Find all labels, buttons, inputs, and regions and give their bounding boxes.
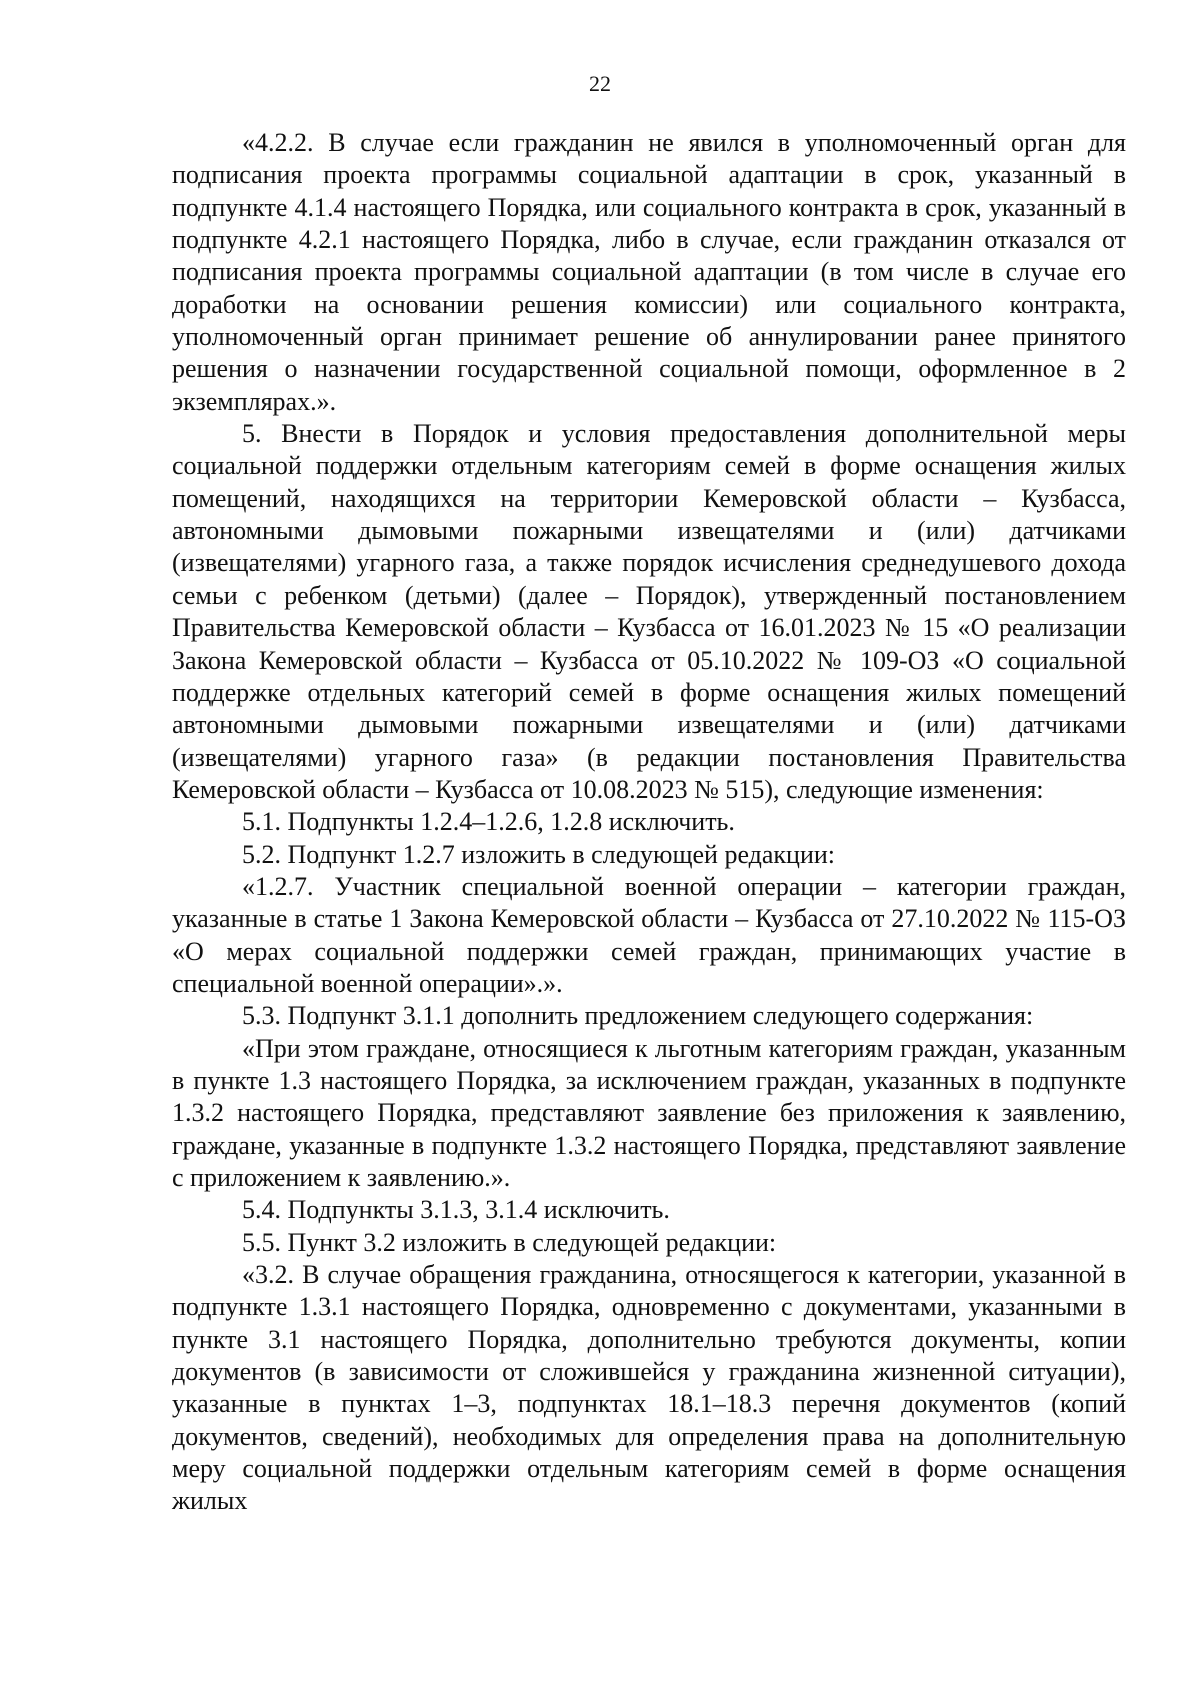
paragraph-4-2-2: «4.2.2. В случае если гражданин не явился в уполномоченный орган для подписания проекта программы социальной адаптации в срок, указанный в подпункте 4.1.4 настоящего Порядка, или социального контракта в срок, указанный в подпункте 4.2.1 настоящего Порядка, либо в случае, если гражданин отказался от подписания проекта программы социальной адаптации (в том числе в случае его доработки на основании решения комиссии) или социального контракта, уполномоченный орган принимает решение об аннулировании ранее принятого решения о назначении государственной социальной помощи, оформленное в 2 экземплярах.». <box>172 128 1126 416</box>
paragraph-3-1-1-quote: «При этом граждане, относящиеся к льготным категориям граждан, указанным в пункте 1.3 настоящего Порядка, за исключением граждан, указанных в подпункте 1.3.2 настоящего Порядка, представляют заявление без приложения к заявлению, граждане, указанные в подпункте 1.3.2 настоящего Порядка, представляют заявление с приложением к заявлению.». <box>172 1033 1126 1192</box>
paragraph-5-4: 5.4. Подпункты 3.1.3, 3.1.4 исключить. <box>242 1195 670 1225</box>
paragraph-5-5: 5.5. Пункт 3.2 изложить в следующей редакции: <box>242 1227 777 1257</box>
paragraph-5-3: 5.3. Подпункт 3.1.1 дополнить предложением следующего содержания: <box>242 1001 1034 1031</box>
paragraph-3-2-quote: «3.2. В случае обращения гражданина, относящегося к категории, указанной в подпункте 1.3.1 настоящего Порядка, одновременно с документами, указанными в пункте 3.1 настоящего Порядка, дополнительно требуются документы, копии документов (в зависимости от сложившейся у гражданина жизненной ситуации), указанные в пунктах 1–3, подпунктах 18.1–18.3 перечня документов (копий документов, сведений), необходимых для определения права на дополнительную меру социальной поддержки отдельным категориям семей в форме оснащения жилых <box>172 1260 1126 1516</box>
paragraph-5: 5. Внести в Порядок и условия предоставления дополнительной меры социальной поддержки отдельным категориям семей в форме оснащения жилых помещений, находящихся на территории Кемеровской области – Кузбасса, автономными дымовыми пожарными извещателями и (или) датчиками (извещателями) угарного газа, а также порядок исчисления среднедушевого дохода семьи с ребенком (детьми) (далее – Порядок), утвержденный постановлением Правительства Кемеровской области – Кузбасса от 16.01.2023 № 15 «О реализации Закона Кемеровской области – Кузбасса от 05.10.2022 № 109-ОЗ «О социальной поддержке отдельных категорий семей в форме оснащения жилых помещений автономными дымовыми пожарными извещателями и (или) датчиками (извещателями) угарного газа» (в редакции постановления Правительства Кемеровской области – Кузбасса от 10.08.2023 № 515), следующие изменения: <box>172 419 1126 804</box>
paragraph-5-1: 5.1. Подпункты 1.2.4–1.2.6, 1.2.8 исключить. <box>242 807 735 837</box>
page-number: 22 <box>589 71 611 96</box>
paragraph-1-2-7-quote: «1.2.7. Участник специальной военной операции – категории граждан, указанные в статье 1 Закона Кемеровской области – Кузбасса от 27.10.2022 № 115-ОЗ «О мерах социальной поддержки семей граждан, принимающих участие в специальной военной операции».». <box>172 871 1126 998</box>
document-body <box>172 127 1126 1518</box>
paragraph-5-2: 5.2. Подпункт 1.2.7 изложить в следующей редакции: <box>242 839 836 869</box>
